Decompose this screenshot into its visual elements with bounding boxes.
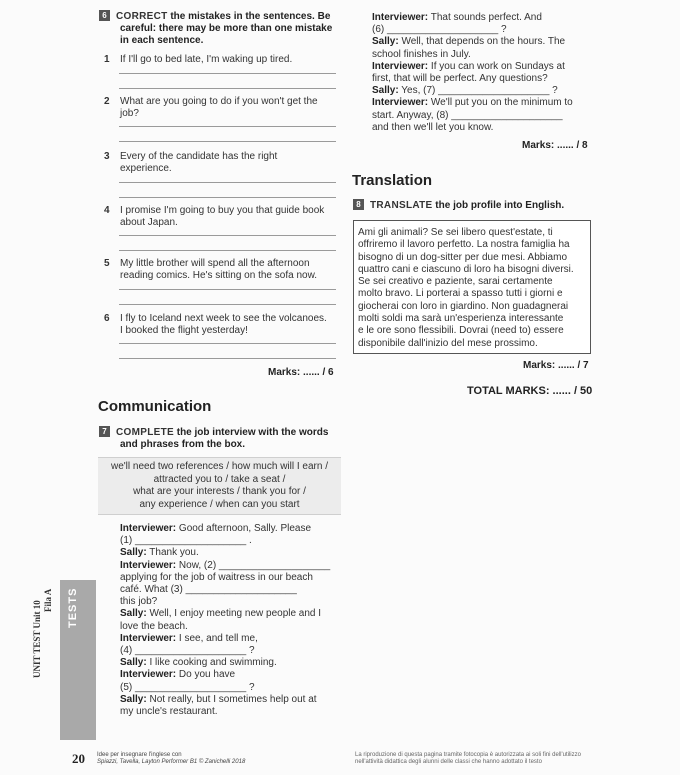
sidebar-tests-label: TESTS bbox=[67, 587, 79, 628]
exercise-7-marks: Marks: ...... / 8 bbox=[522, 140, 588, 151]
answer-line[interactable] bbox=[119, 235, 336, 236]
translation-text-box: Ami gli animali? Se sei libero quest'estate, ti offriremo il lavoro perfetto. La nostra famiglia ha bisogno di un dog-sitter per due mesi. Abbiamo quattro cani e ciascuno di loro ha bisogni diversi. Se sei creativo e paziente, sarai certamente molto bravo. Li porterai a spasso tutti i giorni e giocherai con loro in giardino. Non guadagnerai molti soldi ma sarà un'esperienza interessante e le ore sono flessibili. Dovrai (need to) essere disponibile dall'inizio del mese prossimo. bbox=[353, 220, 591, 354]
dialogue-line: Interviewer: Now, (2) ____________________ bbox=[120, 559, 331, 571]
dialogue-line: Interviewer: If you can work on Sundays at bbox=[372, 60, 565, 72]
sentence-text: What are you going to do if you won't get the job? bbox=[120, 96, 318, 120]
dialogue-line: café. What (3) ____________________ bbox=[120, 584, 297, 596]
item-number: 6 bbox=[104, 313, 110, 324]
dialogue-line: applying for the job of waitress in our beach bbox=[120, 571, 313, 583]
total-marks: TOTAL MARKS: ...... / 50 bbox=[467, 385, 593, 397]
dialogue-line: Sally: Yes, (7) ____________________ ? bbox=[372, 85, 558, 97]
footer-copyright: La riproduzione di questa pagina tramite fotocopia è autorizzata ai soli fini dell'utilizzo nell'attività didattica degli alunni delle classi che hanno adottato il testo bbox=[355, 752, 581, 765]
answer-line[interactable] bbox=[119, 88, 336, 89]
dialogue-line: Sally: I like cooking and swimming. bbox=[120, 657, 277, 669]
sentence-text: My little brother will spend all the afternoon reading comics. He's sitting on the sofa now. bbox=[120, 258, 318, 282]
dialogue-line: Sally: Well, I enjoy meeting new people and I bbox=[120, 608, 322, 620]
dialogue-line: start. Anyway, (8) ____________________ bbox=[372, 109, 563, 121]
answer-line[interactable] bbox=[119, 141, 336, 142]
answer-line[interactable] bbox=[119, 343, 336, 344]
exercise-8-marks: Marks: ...... / 7 bbox=[523, 360, 589, 371]
dialogue-line: (5) ____________________ ? bbox=[120, 681, 255, 693]
item-number: 2 bbox=[104, 96, 110, 107]
exercise-7-instructions: 7 COMPLETE the job interview with the words and phrases from the box. bbox=[99, 426, 344, 451]
page-number: 20 bbox=[72, 751, 85, 766]
sentence-text: I promise I'm going to buy you that guide book about Japan. bbox=[120, 205, 325, 229]
dialogue-line: (6) ____________________ ? bbox=[372, 24, 507, 36]
item-number: 3 bbox=[104, 151, 110, 162]
word-box: we'll need two references / how much will I earn / attracted you to / take a seat / what are your interests / thank you for / any experience / when can you start bbox=[98, 457, 341, 515]
exercise-8-instructions: 8 TRANSLATE the job profile into English. bbox=[353, 199, 603, 212]
interview-dialogue-left bbox=[120, 523, 345, 718]
dialogue-line: (4) ____________________ ? bbox=[120, 645, 255, 657]
exercise-6-instructions: 6 CORRECT the mistakes in the sentences. Be careful: there may be more than one mistake in each sentence. bbox=[99, 10, 344, 48]
dialogue-line: first, that will be perfect. Any questions? bbox=[372, 73, 548, 85]
unit-sidebar bbox=[60, 580, 96, 740]
item-number: 1 bbox=[104, 54, 110, 65]
item-number: 4 bbox=[104, 205, 110, 216]
dialogue-line: love the beach. bbox=[120, 620, 188, 632]
dialogue-line: my uncle's restaurant. bbox=[120, 706, 218, 718]
dialogue-line: school finishes in July. bbox=[372, 48, 471, 60]
dialogue-line: Interviewer: Do you have bbox=[120, 669, 236, 681]
answer-line[interactable] bbox=[119, 126, 336, 127]
dialogue-line: Interviewer: We'll put you on the minimum to bbox=[372, 97, 573, 109]
sentence-text: If I'll go to bed late, I'm waking up tired. bbox=[120, 54, 293, 65]
sidebar-unit-label: UNIT TEST Unit 10 bbox=[32, 600, 42, 678]
sidebar-fila-label: Fila A bbox=[43, 588, 53, 612]
section-title-translation: Translation bbox=[352, 172, 433, 189]
answer-line[interactable] bbox=[119, 197, 336, 198]
dialogue-line: Interviewer: That sounds perfect. And bbox=[372, 12, 542, 23]
dialogue-line: Sally: Thank you. bbox=[120, 547, 199, 559]
section-title-communication: Communication bbox=[98, 398, 212, 415]
answer-line[interactable] bbox=[119, 289, 336, 290]
answer-line[interactable] bbox=[119, 358, 336, 359]
dialogue-line: Interviewer: I see, and tell me, bbox=[120, 632, 258, 644]
footer-credits: Idee per insegnare l'inglese con Spiazzi, Tavella, Layton Performer B1 © Zanichelli 2018 bbox=[97, 752, 246, 765]
answer-line[interactable] bbox=[119, 250, 336, 251]
answer-line[interactable] bbox=[119, 73, 336, 74]
exercise-6-marks: Marks: ...... / 6 bbox=[268, 367, 334, 378]
exercise-number-badge: 6 bbox=[99, 10, 110, 21]
dialogue-line: (1) ____________________ . bbox=[120, 535, 252, 547]
dialogue-line: Sally: Not really, but I sometimes help out at bbox=[120, 693, 317, 705]
item-number: 5 bbox=[104, 258, 110, 269]
dialogue-line: this job? bbox=[120, 596, 158, 608]
sentence-text: I fly to Iceland next week to see the volcanoes. I booked the flight yesterday! bbox=[120, 313, 327, 337]
exercise-number-badge: 8 bbox=[353, 199, 364, 210]
dialogue-line: Interviewer: Good afternoon, Sally. Please bbox=[120, 523, 312, 534]
dialogue-line: and then we'll let you know. bbox=[372, 121, 494, 133]
interview-dialogue-right bbox=[372, 12, 617, 134]
sentence-text: Every of the candidate has the right experience. bbox=[120, 151, 278, 175]
answer-line[interactable] bbox=[119, 182, 336, 183]
exercise-number-badge: 7 bbox=[99, 426, 110, 437]
dialogue-line: Sally: Well, that depends on the hours. The bbox=[372, 36, 566, 48]
answer-line[interactable] bbox=[119, 304, 336, 305]
